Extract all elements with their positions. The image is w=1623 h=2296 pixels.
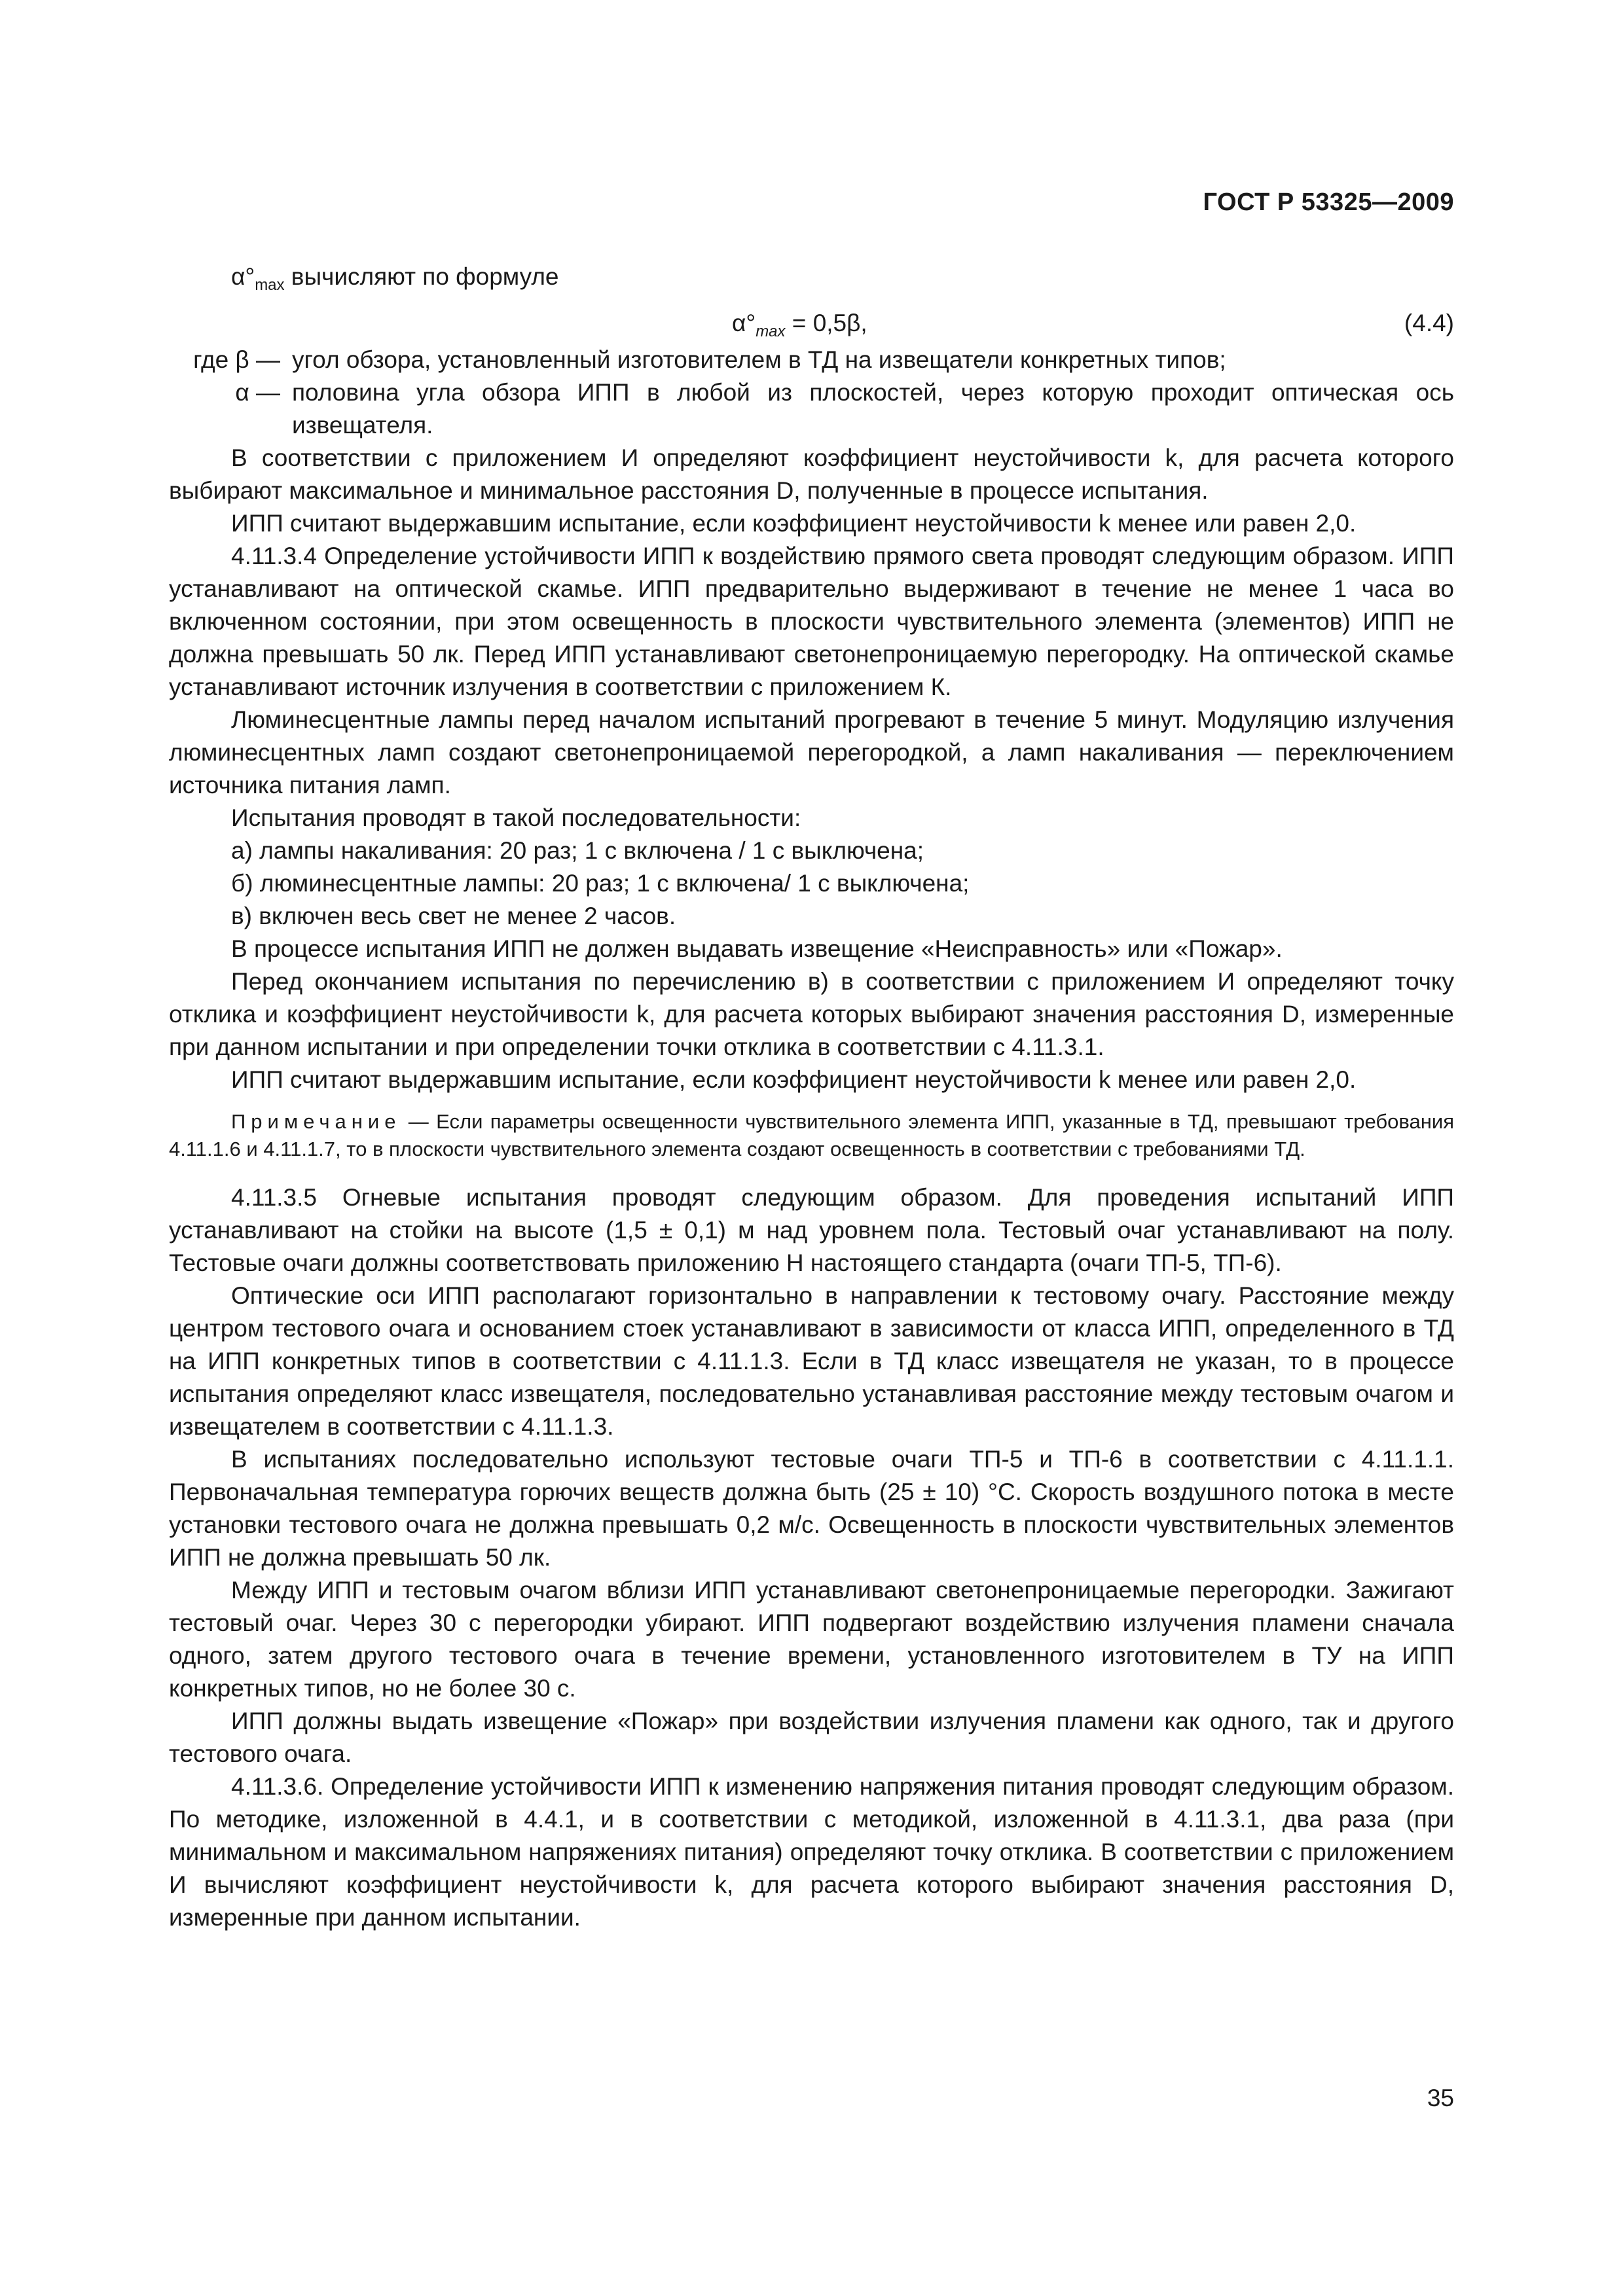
note-label: Примечание — [231, 1110, 401, 1133]
paragraph: Люминесцентные лампы перед началом испытаний прогревают в течение 5 минут. Модуляцию излучения люминесцентных ламп создают светонепроницаемой перегородкой, а ламп накаливания — переключением источника питания ламп. — [169, 706, 1454, 798]
paragraph: ИПП считают выдержавшим испытание, если коэффициент неустойчивости k менее или равен 2,0. — [231, 1066, 1357, 1093]
list-item: б) люминесцентные лампы: 20 раз; 1 с включена/ 1 с выключена; — [231, 870, 970, 897]
definition-text: половина угла обзора ИПП в любой из плоскостей, через которую проходит оптическая ось извещателя. — [292, 379, 1454, 439]
paragraph: 4.11.3.6. Определение устойчивости ИПП к изменению напряжения питания проводят следующим образом. По методике, изложенной в 4.4.1, и в соответствии с методикой, изложенной в 4.11.3.1, два раза (при минимальном и максимальном напряжениях питания) определяют точку отклика. В соответствии с приложением И вычисляют коэффициент неустойчивости k, для расчета которого выбирают значения расстояния D, измеренные при данном испытании. — [169, 1773, 1454, 1931]
document-body — [169, 260, 1454, 1934]
paragraph: 4.11.3.4 Определение устойчивости ИПП к воздействию прямого света проводят следующим образом. ИПП устанавливают на оптической скамье. ИПП предварительно выдерживают в течение не менее 1 часа во включенном состоянии, при этом освещенность в плоскости чувствительного элемента (элементов) ИПП не должна превышать 50 лк. Перед ИПП устанавливают светонепроницаемую перегородку. На оптической скамье устанавливают источник излучения в соответствии с приложением К. — [169, 543, 1454, 700]
paragraph: Оптические оси ИПП располагают горизонтально в направлении к тестовому очагу. Расстояние между центром тестового очага и основанием стоек устанавливают в зависимости от класса ИПП, определенного в ТД на ИПП конкретных типов в соответствии с 4.11.1.3. Если в ТД класс извещателя не указан, то в процессе испытания определяют класс извещателя, последовательно устанавливая расстояние между тестовым очагом и извещателем в соответствии с 4.11.1.3. — [169, 1282, 1454, 1440]
formula-intro — [169, 260, 1454, 302]
paragraph: В соответствии с приложением И определяют коэффициент неустойчивости k, для расчета которого выбирают максимальное и минимальное расстояния D, полученные в процессе испытания. — [169, 444, 1454, 504]
definition-symbol: где β — — [193, 346, 280, 373]
list-item: в) включен весь свет не менее 2 часов. — [231, 903, 676, 929]
list-item: а) лампы накаливания: 20 раз; 1 с включена / 1 с выключена; — [231, 837, 924, 864]
paragraph: ИПП должны выдать извещение «Пожар» при воздействии излучения пламени как одного, так и другого тестового очага. — [169, 1708, 1454, 1767]
document-id: ГОСТ Р 53325—2009 — [1203, 188, 1454, 216]
note — [169, 1108, 1454, 1163]
note-text: — Если параметры освещенности чувствительного элемента ИПП, указанные в ТД, превышают требования 4.11.1.6 и 4.11.1.7, то в плоскости чувствительного элемента создают освещенность в соответствии с требованиями ТД. — [169, 1110, 1454, 1160]
formula-intro-text: вычисляют по формуле — [284, 263, 559, 290]
alpha-symbol: α° — [231, 263, 255, 290]
max-subscript: max — [255, 276, 285, 294]
formula-rhs: = 0,5β, — [785, 310, 867, 336]
formula-lhs-subscript: max — [756, 323, 786, 340]
formula-lhs: α° — [732, 310, 756, 336]
page-number: 35 — [1427, 2085, 1454, 2111]
definition-item — [169, 376, 1454, 442]
paragraph: Между ИПП и тестовым очагом вблизи ИПП устанавливают светонепроницаемые перегородки. Зажигают тестовый очаг. Через 30 с перегородки убирают. ИПП подвергают воздействию излучения пламени сначала одного, затем другого тестового очага в течение времени, установленного изготовителем в ТУ на ИПП конкретных типов, но не более 30 с. — [169, 1577, 1454, 1702]
paragraph: В процессе испытания ИПП не должен выдавать извещение «Неисправность» или «Пожар». — [231, 935, 1283, 962]
definitions-list — [169, 344, 1454, 442]
definition-text: угол обзора, установленный изготовителем в ТД на извещатели конкретных типов; — [292, 346, 1226, 373]
paragraph: В испытаниях последовательно используют тестовые очаги ТП-5 и ТП-6 в соответствии с 4.11.1.1. Первоначальная температура горючих веществ должна быть (25 ± 10) °С. Скорость воздушного потока в месте установки тестового очага не должна превышать 0,2 м/с. Освещенность в плоскости чувствительных элементов ИПП не должна превышать 50 лк. — [169, 1446, 1454, 1571]
paragraph: ИПП считают выдержавшим испытание, если коэффициент неустойчивости k менее или равен 2,0. — [231, 510, 1357, 537]
formula — [732, 307, 867, 348]
definition-symbol: α — — [235, 379, 280, 406]
formula-row — [169, 302, 1454, 344]
equation-number: (4.4) — [1404, 310, 1454, 336]
paragraph: 4.11.3.5 Огневые испытания проводят следующим образом. Для проведения испытаний ИПП устанавливают на стойки на высоте (1,5 ± 0,1) м над уровнем пола. Тестовый очаг устанавливают на полу. Тестовые очаги должны соответствовать приложению Н настоящего стандарта (очаги ТП-5, ТП-6). — [169, 1184, 1454, 1276]
paragraph: Испытания проводят в такой последовательности: — [231, 804, 801, 831]
paragraph: Перед окончанием испытания по перечислению в) в соответствии с приложением И определяют точку отклика и коэффициент неустойчивости k, для расчета которых выбирают значения расстояния D, измеренные при данном испытании и при определении точки отклика в соответствии с 4.11.3.1. — [169, 968, 1454, 1060]
definition-item — [169, 344, 1454, 376]
